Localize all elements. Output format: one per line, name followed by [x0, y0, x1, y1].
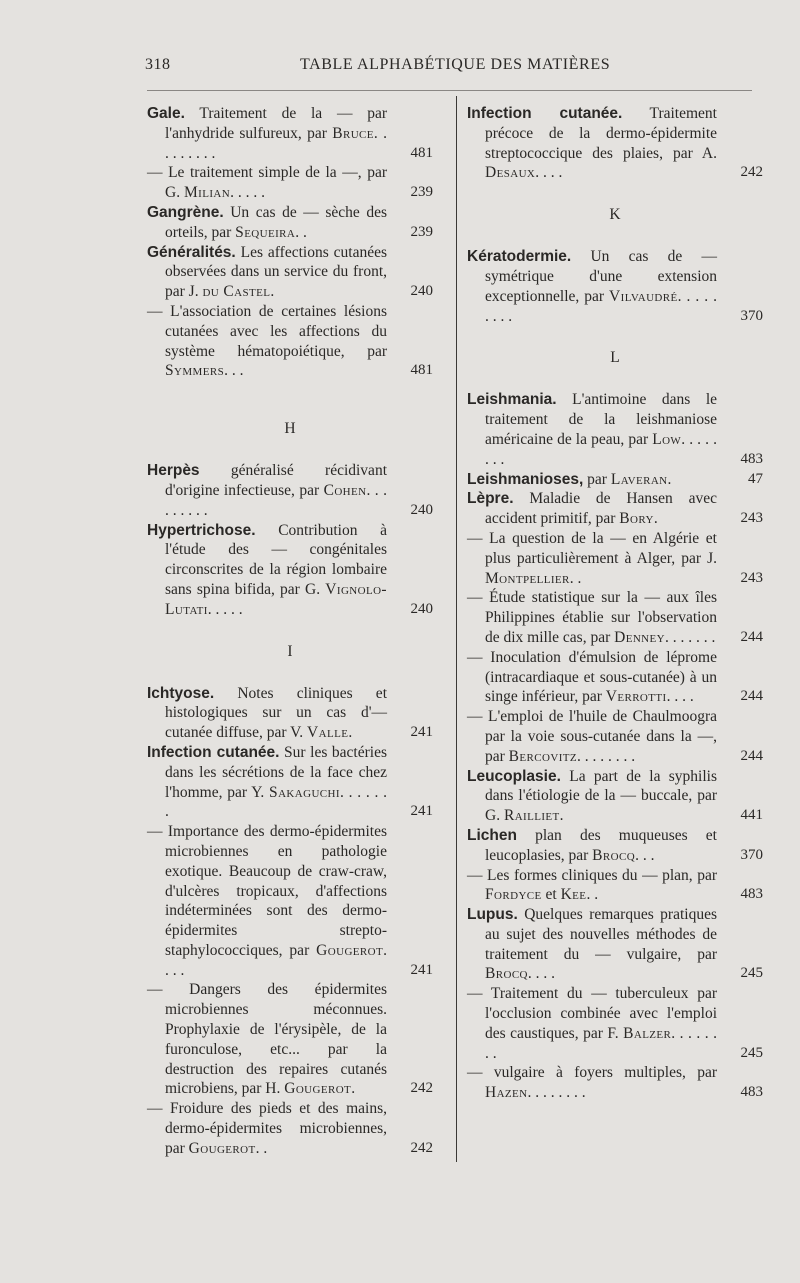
- entry-page: 242: [740, 164, 763, 181]
- entry-leader: . . . . . . . .: [527, 1084, 586, 1102]
- index-entry-infection-cutanee: [147, 743, 433, 822]
- entry-leader: .: [351, 1080, 356, 1098]
- entry-page: 243: [740, 569, 763, 586]
- index-entry-generalites: [147, 243, 433, 302]
- entry-leader: . . . . . . . .: [485, 430, 717, 468]
- section-letter-k: K: [609, 206, 621, 224]
- entry-text: Un cas de — symétrique d'une extension exceptionnelle, par: [485, 248, 717, 305]
- entry-author: Railliet: [503, 807, 560, 825]
- entry-leader: . . . .: [535, 164, 563, 182]
- entry-leader: . . . . . . .: [665, 628, 716, 646]
- entry-page: 241: [410, 724, 433, 741]
- entry-author: Cohen: [323, 481, 367, 499]
- entry-heading: Infection cutanée.: [467, 105, 623, 122]
- entry-leader: . . .: [635, 846, 655, 864]
- entry-leader: . . . . .: [207, 600, 243, 618]
- entry-page: 483: [740, 450, 763, 467]
- index-entry-lepre-2: [467, 529, 763, 588]
- entry-leader: . .: [569, 569, 582, 587]
- entry-author: Hazen: [485, 1084, 528, 1102]
- entry-text: — Dangers des épidermites microbiennes méconnues. Prophylaxie de l'érysipèle, de la furonculose, etc... par la destruction des repaires cutanés microbiens, par H.: [147, 981, 387, 1098]
- entry-heading: Gangrène.: [147, 203, 224, 221]
- section-letter-h: H: [284, 420, 296, 438]
- entry-author: Gougerot: [188, 1139, 256, 1157]
- running-title: TABLE ALPHABÉTIQUE DES MATIÈRES: [300, 56, 611, 73]
- entry-text: La part de la syphilis dans l'étiologie de la — buccale, par G.: [485, 767, 717, 825]
- entry-heading: Kératodermie.: [467, 248, 572, 266]
- index-entry-keratodermie: [467, 247, 763, 326]
- entry-author: Verrotti: [605, 688, 667, 706]
- entry-page: 441: [740, 807, 763, 824]
- section-letter-i: I: [287, 642, 293, 660]
- entry-author: Gougerot: [316, 941, 384, 959]
- entry-text: Traitement précoce de la dermo-épidermite streptococcique des plaies, par A.: [485, 105, 717, 162]
- index-entry-infection-cutanee-2: [147, 822, 433, 980]
- entry-heading: Hypertrichose.: [147, 521, 256, 539]
- entry-text: — vulgaire à foyers multiples, par: [467, 1064, 717, 1082]
- entry-page: 239: [410, 223, 433, 240]
- entry-heading: Lichen: [467, 826, 517, 844]
- entry-leader: . . . . . . . .: [485, 1024, 717, 1062]
- entry-text: — Inoculation d'émulsion de léprome (intracardiaque et sous-cutanée) à un singe inférieur, par: [467, 648, 717, 706]
- right-column: [467, 104, 763, 1103]
- entry-page: 245: [740, 965, 763, 982]
- entry-text: Quelques remarques pratiques au sujet des nouvelles méthodes de traitement du — vulgaire, par: [485, 906, 717, 963]
- index-entry-lupus-2: [467, 984, 763, 1063]
- index-entry-ichtyose: [147, 684, 433, 743]
- entry-page: 481: [410, 362, 433, 379]
- entry-leader: . . . . .: [230, 184, 265, 202]
- entry-heading: Généralités.: [147, 243, 236, 261]
- entry-leader: .: [348, 724, 353, 742]
- entry-leader: .: [270, 283, 275, 301]
- page-number: 318: [145, 56, 171, 73]
- entry-heading: Herpès: [147, 462, 200, 480]
- entry-text: — L'emploi de l'huile de Chaulmoogra par la voie sous-cutanée dans la —, par: [467, 708, 717, 765]
- entry-page: 239: [410, 184, 433, 201]
- entry-leader: . . . .: [165, 941, 387, 979]
- entry-page: 483: [740, 1084, 763, 1101]
- entry-page: 242: [410, 1080, 433, 1097]
- section-letter-l: L: [610, 349, 620, 367]
- entry-leader: . . .: [224, 362, 244, 380]
- index-entry-lupus-3: [467, 1063, 763, 1103]
- entry-leader: .: [653, 510, 658, 528]
- entry-leader: . .: [586, 886, 599, 904]
- left-column: [147, 104, 433, 1159]
- index-entry-generalites-2: [147, 302, 433, 381]
- entry-leader: . .: [295, 223, 307, 241]
- entry-author: Bercovitz: [508, 747, 577, 765]
- entry-text: plan des muqueuses et leucoplasies, par: [485, 826, 717, 864]
- entry-author: du Castel: [202, 283, 271, 301]
- entry-text: Maladie de Hansen avec accident primitif, par: [485, 490, 717, 528]
- entry-text: par: [583, 470, 611, 488]
- entry-leader: . . . .: [527, 965, 556, 983]
- entry-text: Les affections cutanées observées dans un service du front, par J.: [165, 243, 387, 301]
- entry-heading: Lupus.: [467, 906, 518, 924]
- entry-text: Un cas de — sèche des orteils, par: [165, 203, 387, 241]
- entry-author: Low: [652, 430, 682, 448]
- entry-text: Notes cliniques et histologiques sur un cas d'— cutanée diffuse, par V.: [165, 684, 387, 742]
- entry-page: 244: [740, 747, 763, 764]
- entry-author: Sequeira: [235, 223, 296, 241]
- entry-leader: . . . . . . . . .: [165, 124, 387, 162]
- entry-author: Bory: [619, 510, 654, 528]
- entry-author-2: Kee: [560, 886, 587, 904]
- entry-heading: Gale.: [147, 105, 185, 122]
- entry-text: — Le traitement simple de la —, par G.: [147, 164, 387, 202]
- index-entry-lepre: [467, 489, 763, 529]
- index-entry-infection-cutanee-r: [467, 104, 763, 183]
- entry-author: Brocq: [485, 965, 528, 983]
- index-entry-infection-cutanee-4: [147, 1099, 433, 1158]
- index-entry-herpes: [147, 461, 433, 520]
- entry-page: 241: [410, 961, 433, 978]
- entry-leader: . . . .: [666, 688, 694, 706]
- entry-text: Contribution à l'étude des — congénitales circonscrites de la région lombaire sans spina bifida, par G.: [165, 521, 387, 598]
- index-entry-lepre-3: [467, 588, 763, 647]
- entry-page: 481: [410, 144, 433, 161]
- entry-leader: . .: [255, 1139, 268, 1157]
- entry-author: Desaux: [485, 164, 536, 182]
- page-header: [0, 56, 800, 82]
- entry-page: 242: [410, 1139, 433, 1156]
- entry-page: 240: [410, 600, 433, 617]
- entry-author: Brocq: [592, 846, 636, 864]
- entry-author: Valle: [307, 724, 349, 742]
- entry-heading: Leucoplasie.: [467, 767, 561, 785]
- entry-author: Balzer: [623, 1024, 672, 1042]
- entry-text: — Importance des dermo-épidermites microbiennes en pathologie exotique. Beaucoup de craw-craw, d'ulcères tropicaux, d'affections indéterminées sont des dermo-épidermites strepto-staphylococciques, par: [147, 823, 387, 959]
- index-entry-leucoplasie: [467, 767, 763, 826]
- entry-text: — L'association de certaines lésions cutanées avec les affections du système hématopoiétique, par: [147, 302, 387, 360]
- entry-author: Laveran: [610, 470, 668, 488]
- entry-leader: . . . . . . . .: [577, 747, 636, 765]
- column-divider: [456, 96, 457, 1162]
- index-entry-lepre-4: [467, 648, 763, 707]
- entry-page: 370: [740, 307, 763, 324]
- index-entry-hypertrichose: [147, 521, 433, 620]
- entry-author: Gougerot: [284, 1080, 352, 1098]
- entry-page: 240: [410, 501, 433, 518]
- entry-page: 243: [740, 510, 763, 527]
- entry-text-joiner: et: [541, 886, 561, 904]
- entry-text: généralisé récidivant d'origine infectieuse, par: [165, 462, 387, 499]
- entry-leader: . . . . . . . . .: [165, 481, 388, 519]
- entry-leader: .: [667, 470, 672, 488]
- entry-page: 370: [740, 846, 763, 863]
- entry-author: Vignolo-Lutati: [165, 580, 387, 618]
- index-entry-gangrene: [147, 203, 433, 243]
- index-entry-lichen-2: [467, 866, 763, 906]
- entry-author: Fordyce: [485, 886, 542, 904]
- entry-page: 483: [740, 886, 763, 903]
- entry-page: 241: [410, 803, 433, 820]
- entry-author: Montpellier: [485, 569, 570, 587]
- index-entry-infection-cutanee-3: [147, 980, 433, 1099]
- index-entry-lupus: [467, 905, 763, 984]
- entry-author: Bruce: [332, 124, 374, 142]
- index-entry-lichen: [467, 826, 763, 866]
- entry-text: — Les formes cliniques du — plan, par: [467, 866, 717, 884]
- entry-author: Sakaguchi: [269, 783, 340, 801]
- index-entry-gale: [147, 104, 433, 163]
- entry-page: 245: [740, 1044, 763, 1061]
- entry-page: 47: [748, 470, 763, 487]
- entry-heading: Leishmanioses,: [467, 470, 584, 488]
- entry-heading: Infection cutanée.: [147, 743, 280, 761]
- entry-leader: . . . . . . . . .: [485, 287, 718, 325]
- index-entry-leishmania: [467, 390, 763, 469]
- entry-text: — Étude statistique sur la — aux îles Philippines établie sur l'observation de dix mille cas, par: [467, 589, 717, 646]
- entry-text: — Froidure des pieds et des mains, dermo-épidermites microbiennes, par: [147, 1100, 387, 1157]
- entry-text: — La question de la — en Algérie et plus particulièrement à Alger, par J.: [467, 529, 717, 567]
- index-entry-leishmanioses: [467, 470, 763, 490]
- entry-heading: Leishmania.: [467, 391, 557, 409]
- entry-page: 244: [740, 688, 763, 705]
- entry-text: Sur les bactéries dans les sécrétions de la face chez l'homme, par Y.: [165, 743, 387, 801]
- index-entry-gale-2: [147, 163, 433, 203]
- header-rule: [147, 90, 752, 91]
- entry-heading: Lèpre.: [467, 490, 514, 508]
- entry-author: Vilvaudré: [609, 287, 678, 305]
- entry-author: Symmers: [165, 362, 225, 380]
- entry-leader: .: [559, 807, 564, 825]
- entry-page: 244: [740, 628, 763, 645]
- entry-page: 240: [410, 283, 433, 300]
- entry-author: Denney: [614, 628, 665, 646]
- entry-leader: . . . . . . .: [165, 783, 387, 821]
- entry-heading: Ichtyose.: [147, 684, 215, 702]
- entry-text: — Traitement du — tuberculeux par l'occlusion combinée avec l'emploi des caustiques, par F.: [467, 985, 717, 1042]
- index-entry-lepre-5: [467, 707, 763, 766]
- entry-text: Traitement de la — par l'anhydride sulfureux, par: [165, 105, 387, 142]
- entry-author: Milian: [183, 184, 231, 202]
- entry-text: L'antimoine dans le traitement de la leishmaniose américaine de la peau, par: [485, 391, 717, 448]
